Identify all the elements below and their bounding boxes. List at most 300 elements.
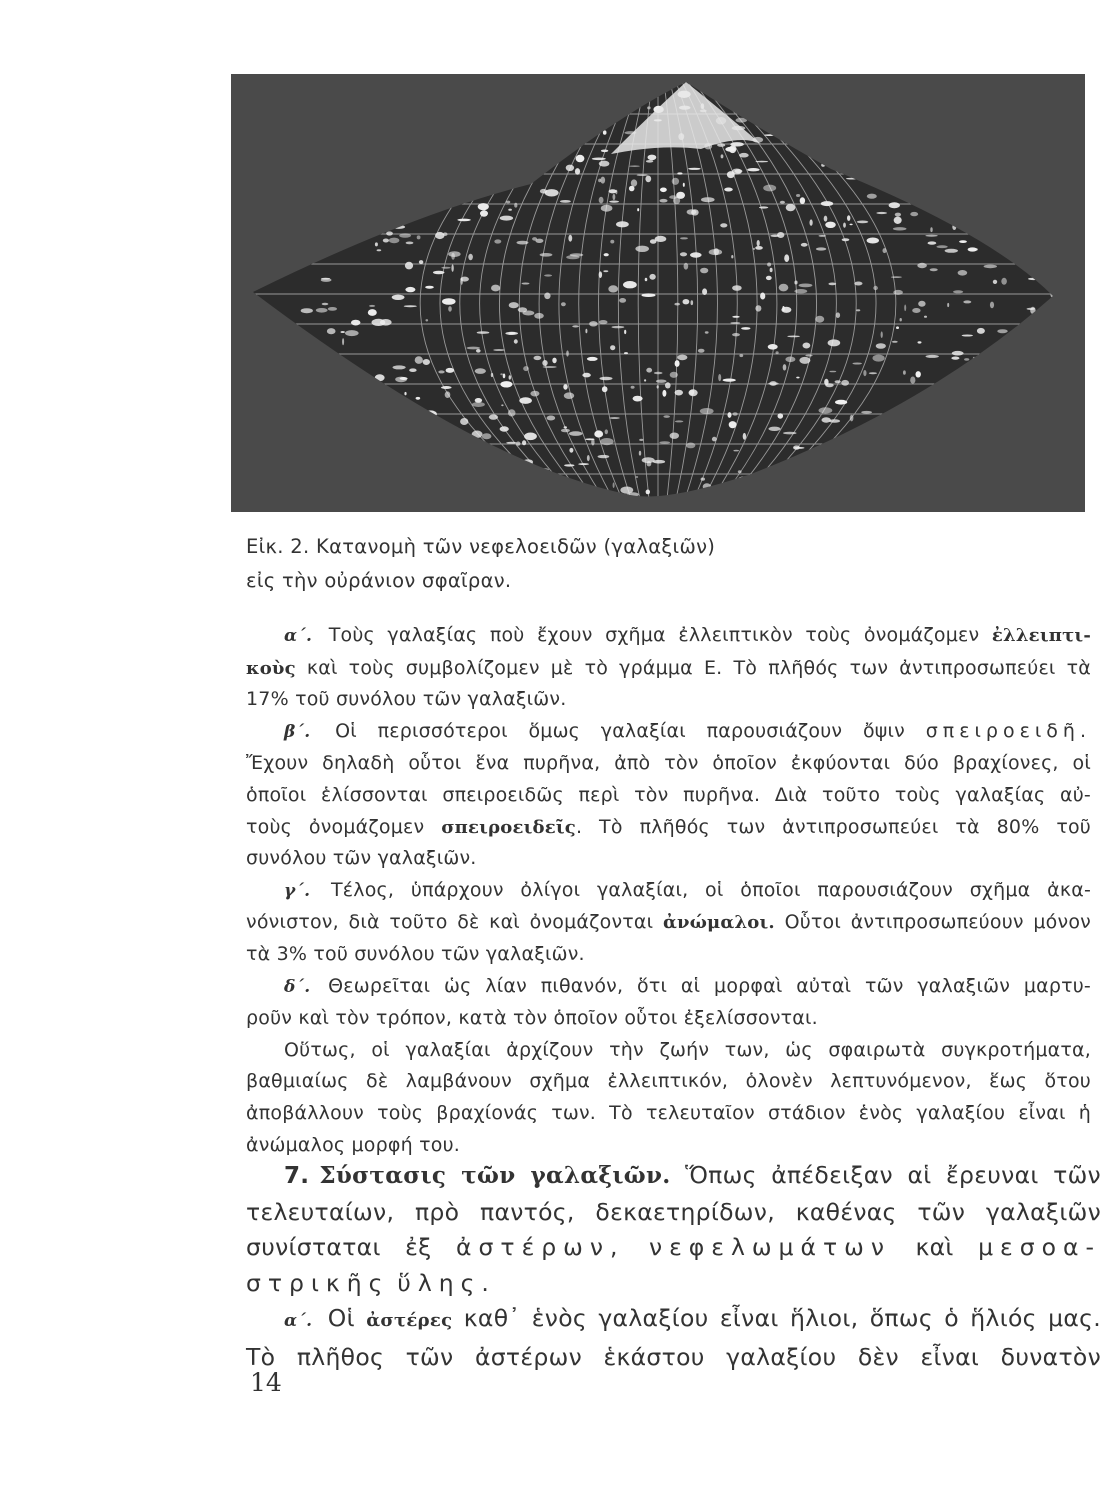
galaxy-patch <box>952 351 964 356</box>
galaxy-patch <box>426 319 429 321</box>
paragraph-evolution-line: ἀποβάλλουν τοὺς βραχίονάς των. Τὸ τελευταῖον στάδιον ἑνὸς γαλαξίου εἶναι ἡ <box>246 1101 1091 1124</box>
text-span: καθ᾽ ἑνὸς γαλαξίου εἶναι ἥλιοι, ὅπως ὁ ἥλιός μας. <box>463 1304 1101 1332</box>
galaxy-patch <box>631 179 637 186</box>
galaxy-patch <box>383 239 389 243</box>
galaxy-patch <box>843 223 846 228</box>
galaxy-patch <box>799 357 810 364</box>
galaxy-patch <box>657 385 659 388</box>
galaxy-patch <box>660 188 667 193</box>
galaxy-patch <box>524 433 537 441</box>
galaxy-patch <box>912 308 920 313</box>
text-span: συνίσταται ἐξ <box>246 1233 432 1261</box>
galaxy-patch <box>656 380 667 383</box>
galaxy-patch <box>766 276 772 280</box>
galaxy-patch <box>392 295 405 300</box>
galaxy-patch <box>629 186 635 192</box>
galaxy-patch <box>599 197 604 204</box>
galaxy-patch <box>601 205 613 212</box>
galaxy-patch <box>881 331 883 338</box>
galaxy-patch <box>822 417 831 422</box>
section-number: 7. <box>284 1163 310 1189</box>
galaxy-patch <box>368 309 377 316</box>
spaced-word: μεσοα- <box>978 1233 1101 1261</box>
galaxy-patch <box>963 300 971 303</box>
galaxy-patch <box>637 174 648 176</box>
galaxy-patch <box>688 168 701 170</box>
galaxy-patch <box>645 176 651 183</box>
galaxy-patch <box>500 216 513 221</box>
galaxy-patch <box>587 455 590 461</box>
galaxy-patch <box>480 210 488 216</box>
galaxy-patch <box>322 303 329 306</box>
galaxy-patch <box>863 370 866 376</box>
galaxy-patch <box>441 267 450 269</box>
galaxy-patch <box>301 308 313 313</box>
galaxy-patch <box>369 305 375 307</box>
galaxy-patch <box>508 409 516 416</box>
galaxy-patch <box>684 263 689 270</box>
galaxy-patch <box>825 222 836 228</box>
item-marker: δ΄. <box>284 976 311 997</box>
galaxy-patch <box>918 301 925 307</box>
galaxy-patch <box>552 358 556 364</box>
galaxy-patch <box>644 379 646 381</box>
galaxy-patch <box>776 351 779 354</box>
galaxy-patch <box>895 213 901 217</box>
galaxy-patch <box>741 327 750 330</box>
galaxy-patch <box>796 377 799 379</box>
term-elliptical: ἐλλειπτι- <box>991 625 1091 646</box>
galaxy-patch <box>603 130 607 134</box>
galaxy-patch <box>732 316 740 318</box>
paragraph-beta-line <box>246 812 1091 844</box>
galaxy-patch <box>609 201 619 203</box>
galaxy-patch <box>893 290 903 295</box>
galaxy-patch <box>372 319 386 326</box>
galaxy-patch <box>785 357 795 363</box>
caption-line: εἰς τὴν οὐράνιον σφαῖραν. <box>246 569 512 592</box>
galaxy-patch <box>819 407 833 413</box>
galaxy-patch <box>683 299 690 304</box>
galaxy-patch <box>755 305 761 311</box>
page-number: 14 <box>250 1368 282 1397</box>
galaxy-patch <box>993 280 997 284</box>
galaxy-patch <box>733 450 739 452</box>
term-stars: ἀστέρες <box>366 1310 453 1331</box>
galaxy-patch <box>876 212 887 214</box>
galaxy-patch <box>677 355 687 361</box>
text-span: Θεωρεῖται ὡς λίαν πιθανόν, ὅτι αἱ μορφαὶ αὐταὶ τῶν γαλαξιῶν μαρτυ- <box>328 974 1091 997</box>
galaxy-patch <box>738 470 742 473</box>
galaxy-patch <box>635 246 649 252</box>
galaxy-patch <box>534 356 542 360</box>
figure-caption <box>246 530 886 598</box>
galaxy-patch <box>757 240 760 246</box>
galaxy-patch <box>478 203 489 210</box>
galaxy-patch <box>514 203 517 208</box>
galaxy-patch <box>646 490 650 495</box>
galaxy-patch <box>316 308 328 313</box>
galaxy-patch <box>828 283 836 286</box>
galaxy-patch <box>926 355 939 358</box>
galaxy-patch <box>609 417 619 419</box>
galaxy-patch <box>665 382 671 388</box>
galaxy-patch <box>522 283 530 285</box>
galaxy-patch <box>850 415 854 422</box>
galaxy-patch <box>690 252 702 257</box>
galaxy-patch <box>405 287 415 292</box>
galaxy-patch <box>805 355 812 357</box>
galaxy-patch <box>605 429 608 434</box>
galaxy-patch <box>623 281 637 288</box>
galaxy-patch <box>835 400 847 405</box>
galaxy-patch <box>900 318 902 321</box>
galaxy-patch <box>509 302 519 308</box>
galaxy-patch <box>856 309 860 311</box>
paragraph-evolution-line: ἀνώμαλος μορφή του. <box>246 1133 461 1156</box>
galaxy-patch <box>544 274 552 276</box>
galaxy-patch <box>841 380 849 386</box>
galaxy-patch <box>530 391 539 397</box>
galaxy-patch <box>779 284 789 292</box>
galaxy-patch <box>642 293 656 297</box>
galaxy-patch <box>674 303 680 306</box>
galaxy-patch <box>760 293 765 300</box>
galaxy-patch <box>599 320 608 324</box>
galaxy-patch <box>873 355 885 362</box>
galaxy-patch <box>514 339 518 343</box>
galaxy-patch <box>448 306 452 312</box>
galaxy-patch <box>601 150 608 153</box>
galaxy-patch <box>477 331 490 334</box>
galaxy-patch <box>732 285 742 291</box>
galaxy-patch <box>867 194 877 199</box>
galaxy-patch <box>561 302 566 306</box>
galaxy-patch <box>910 212 918 216</box>
galaxy-patch <box>962 335 973 337</box>
galaxy-patch <box>756 161 769 163</box>
galaxy-patch <box>825 383 833 387</box>
section-line <box>246 1158 1101 1195</box>
galaxy-patch <box>610 240 614 244</box>
galaxy-patch <box>345 330 359 336</box>
galaxy-patch <box>446 368 455 373</box>
galaxy-patch <box>489 414 498 419</box>
galaxy-patch <box>406 242 414 245</box>
galaxy-patch <box>576 155 585 162</box>
galaxy-patch <box>327 328 336 334</box>
galaxy-patch <box>544 293 550 300</box>
galaxy-patch <box>689 390 694 395</box>
galaxy-patch <box>599 161 610 167</box>
galaxy-patch <box>610 345 615 350</box>
galaxy-patch <box>516 442 520 446</box>
galaxy-patch <box>566 165 574 171</box>
galaxy-map-photo <box>231 74 1085 512</box>
galaxy-patch <box>917 263 927 268</box>
galaxy-patch <box>815 316 824 323</box>
galaxy-patch <box>735 169 743 173</box>
galaxy-patch <box>725 147 735 152</box>
galaxy-patch <box>619 298 626 303</box>
galaxy-patch <box>603 270 608 272</box>
galaxy-patch <box>803 343 811 349</box>
galaxy-patch <box>783 432 796 435</box>
galaxy-patch <box>505 332 518 335</box>
galaxy-patch <box>404 305 417 307</box>
galaxy-patch <box>445 391 451 398</box>
galaxy-patch <box>476 349 481 353</box>
galaxy-patch <box>460 418 468 425</box>
galaxy-patch <box>828 339 841 346</box>
galaxy-patch <box>585 438 595 440</box>
galaxy-patch <box>819 235 827 237</box>
galaxy-patch <box>873 286 878 290</box>
galaxy-patch <box>416 397 421 400</box>
galaxy-patch <box>491 285 500 292</box>
galaxy-patch <box>506 201 510 204</box>
paragraph-gamma-line <box>246 875 1091 908</box>
galaxy-patch <box>876 343 886 349</box>
paragraph-beta-line: ὁποῖοι ἑλίσσονται σπειροειδῶς περὶ τὸν πυρῆνα. Διὰ τοῦτο τοὺς γαλαξίας αὐ- <box>246 783 1091 806</box>
galaxy-patch <box>451 264 453 271</box>
section-7 <box>246 1158 1101 1375</box>
galaxy-patch <box>836 312 840 318</box>
galaxy-patch <box>602 386 608 392</box>
galaxy-patch <box>747 168 759 171</box>
galaxy-patch <box>729 421 737 428</box>
galaxy-patch <box>547 416 556 421</box>
caption-line: Εἰκ. 2. Κατανομὴ τῶν νεφελοειδῶν (γαλαξιῶν) <box>246 535 716 558</box>
galaxy-patch <box>645 278 648 282</box>
galaxy-patch <box>564 464 574 466</box>
galaxy-patch <box>569 448 573 453</box>
galaxy-patch <box>700 268 708 274</box>
galaxy-patch <box>883 248 887 253</box>
galaxy-patch <box>801 243 808 247</box>
paragraph-alpha-line <box>246 653 1091 685</box>
galaxy-patch <box>389 238 400 244</box>
galaxy-patch <box>892 341 898 343</box>
galaxy-patch <box>560 200 571 203</box>
text-span: Ὅπως ἀπέδειξαν αἱ ἔρευναι τῶν <box>685 1161 1101 1189</box>
galaxy-patch <box>642 457 655 463</box>
galaxy-patch <box>691 300 694 305</box>
galaxy-patch <box>793 445 800 449</box>
galaxy-patch <box>517 241 529 245</box>
paragraph-delta-line <box>246 971 1091 1004</box>
galaxy-patch <box>794 289 807 293</box>
galaxy-patch <box>589 321 598 326</box>
text-span: καὶ <box>915 1233 954 1261</box>
section-line: Τὸ πλῆθος τῶν ἀστέρων ἑκάστου γαλαξίου δὲν εἶναι δυνατὸν <box>246 1342 1101 1371</box>
galaxy-patch <box>861 411 872 414</box>
galaxy-patch <box>977 328 985 334</box>
galaxy-patch <box>592 158 606 161</box>
galaxy-patch <box>850 224 853 226</box>
galaxy-patch <box>534 313 544 319</box>
galaxy-patch <box>936 245 947 248</box>
galaxy-patch <box>903 370 906 374</box>
galaxy-patch <box>341 331 345 333</box>
galaxy-patch <box>500 373 503 375</box>
galaxy-patch <box>633 396 643 402</box>
galaxy-patch <box>321 278 330 280</box>
galaxy-patch <box>924 316 927 318</box>
galaxy-patch <box>829 371 836 373</box>
galaxy-patch <box>594 430 603 437</box>
galaxy-patch <box>613 194 616 200</box>
text-span: καὶ τοὺς συμβολίζομεν μὲ τὸ γράμμα Ε. Τὸ πλῆθός των ἀντιπροσωπεύει τὰ <box>306 656 1091 679</box>
galaxy-patch <box>705 331 709 333</box>
spaced-word: ὕλης. <box>397 1268 496 1297</box>
galaxy-patch <box>415 356 423 364</box>
item-marker: γ΄. <box>284 880 311 901</box>
galaxy-patch <box>781 307 791 313</box>
galaxy-patch <box>670 433 679 439</box>
galaxy-patch <box>535 239 543 243</box>
galaxy-patch <box>475 368 486 374</box>
galaxy-patch <box>778 413 784 418</box>
galaxy-patch <box>564 426 567 428</box>
galaxy-patch <box>701 197 715 202</box>
text-span: Τοὺς γαλαξίας ποὺ ἔχουν σχῆμα ἐλλειπτικὸν τοὺς ὀνομάζομεν <box>328 624 980 646</box>
galaxy-patch <box>662 390 666 397</box>
galaxy-patch <box>780 201 785 204</box>
galaxy-patch <box>739 354 743 357</box>
term-irregular: ἀνώμαλοι. <box>662 912 775 934</box>
galaxy-patch <box>460 277 463 284</box>
section-line <box>246 1230 1101 1266</box>
galaxy-patch <box>763 185 776 192</box>
galaxy-patch <box>964 358 969 361</box>
term-elliptical-end: κοὺς <box>246 657 296 679</box>
galaxy-patch <box>733 412 738 415</box>
galaxy-patch <box>615 190 617 195</box>
galaxy-patch <box>448 251 460 257</box>
galaxy-patch <box>675 420 684 422</box>
galaxy-patch <box>419 260 423 264</box>
galaxy-patch <box>631 386 635 389</box>
paragraph-evolution-line: Οὕτως, οἱ γαλαξίαι ἀρχίζουν τὴν ζωήν των, ὡς σφαιρωτὰ συγκροτήματα, <box>284 1038 1091 1061</box>
galaxy-patch <box>604 253 609 256</box>
galaxy-patch <box>951 357 959 360</box>
galaxy-patch <box>509 375 511 379</box>
galaxy-patch <box>572 325 579 327</box>
galaxy-patch <box>700 408 714 414</box>
galaxy-patch <box>649 274 655 280</box>
galaxy-patch <box>500 381 512 387</box>
galaxy-patch <box>442 298 456 305</box>
galaxy-patch <box>639 439 643 441</box>
galaxy-patch <box>896 326 899 329</box>
galaxy-patch <box>624 330 626 334</box>
galaxy-patch <box>523 311 535 316</box>
galaxy-patch <box>417 235 421 239</box>
spaced-word: σπειροειδῆ. <box>925 719 1091 742</box>
galaxy-patch <box>959 240 967 243</box>
galaxy-patch <box>997 329 1007 333</box>
galaxy-patch <box>599 271 602 278</box>
galaxy-patch <box>759 206 768 208</box>
text-span: Οἱ περισσότεροι ὅμως γαλαξίαι παρουσιάζουν ὄψιν <box>335 719 905 742</box>
galaxy-patch <box>712 437 717 442</box>
galaxy-patch <box>616 221 629 227</box>
galaxy-patch <box>767 263 771 267</box>
galaxy-patch <box>328 307 337 311</box>
galaxy-patch <box>894 217 902 224</box>
galaxy-patch <box>739 153 749 158</box>
galaxy-patch <box>561 429 570 432</box>
galaxy-patch <box>720 223 727 227</box>
galaxy-patch <box>786 204 796 212</box>
section-heading <box>284 1162 671 1189</box>
galaxy-patch <box>377 249 382 251</box>
galaxy-patch <box>854 282 862 286</box>
item-marker: α΄. <box>284 1311 313 1331</box>
galaxy-patch <box>653 460 665 464</box>
galaxy-patch <box>777 232 784 238</box>
galaxy-patch <box>646 368 652 373</box>
galaxy-patch <box>425 286 434 289</box>
paragraph-evolution-line: βαθμιαίως δὲ λαμβάνουν σχῆμα ἐλλειπτικόν, ὁλονὲν λεπτυνόμενον, ἕως ὅτου <box>246 1070 1091 1093</box>
galaxy-patch <box>947 303 949 307</box>
paragraph-alpha-line <box>246 620 1091 653</box>
spaced-word: στρικῆς <box>246 1268 390 1297</box>
galaxy-patch <box>675 360 680 367</box>
galaxy-patch <box>686 443 695 449</box>
galaxy-patch <box>482 433 492 439</box>
galaxy-patch <box>702 288 707 295</box>
galaxy-patch <box>467 347 481 350</box>
galaxy-patch <box>563 384 567 390</box>
galaxy-patch <box>945 249 958 253</box>
galaxy-patch <box>351 320 360 326</box>
galaxy-patch <box>728 412 732 418</box>
galaxy-patch <box>600 438 613 445</box>
galaxy-patch <box>608 285 618 292</box>
galaxy-patch <box>958 270 968 276</box>
galaxy-patch <box>673 197 680 205</box>
galaxy-patch <box>648 155 657 161</box>
galaxy-patch <box>587 357 598 361</box>
galaxy-patch <box>522 440 526 445</box>
galaxy-patch <box>457 219 470 222</box>
galaxy-patch <box>770 381 777 386</box>
galaxy-patch <box>409 368 416 372</box>
galaxy-patch <box>664 415 670 418</box>
galaxy-patch <box>769 427 781 431</box>
galaxy-patch <box>575 168 580 175</box>
galaxy-patch <box>1001 278 1007 285</box>
galaxy-patch <box>472 402 485 407</box>
galaxy-patch <box>639 451 641 456</box>
galaxy-patch <box>857 221 869 224</box>
galaxy-patch <box>500 426 509 431</box>
galaxy-patch <box>835 380 841 383</box>
galaxy-patch <box>701 478 705 481</box>
galaxy-patch <box>730 322 740 324</box>
item-marker: α΄. <box>284 626 313 646</box>
galaxy-patch <box>732 333 740 336</box>
galaxy-patch <box>755 246 763 250</box>
galaxy-patch <box>847 215 850 221</box>
galaxy-patch <box>646 160 653 163</box>
galaxy-patch <box>659 441 670 443</box>
galaxy-patch <box>783 364 787 370</box>
section-title: Σύστασις τῶν γαλαξιῶν. <box>319 1162 671 1189</box>
galaxy-patch <box>672 178 679 185</box>
